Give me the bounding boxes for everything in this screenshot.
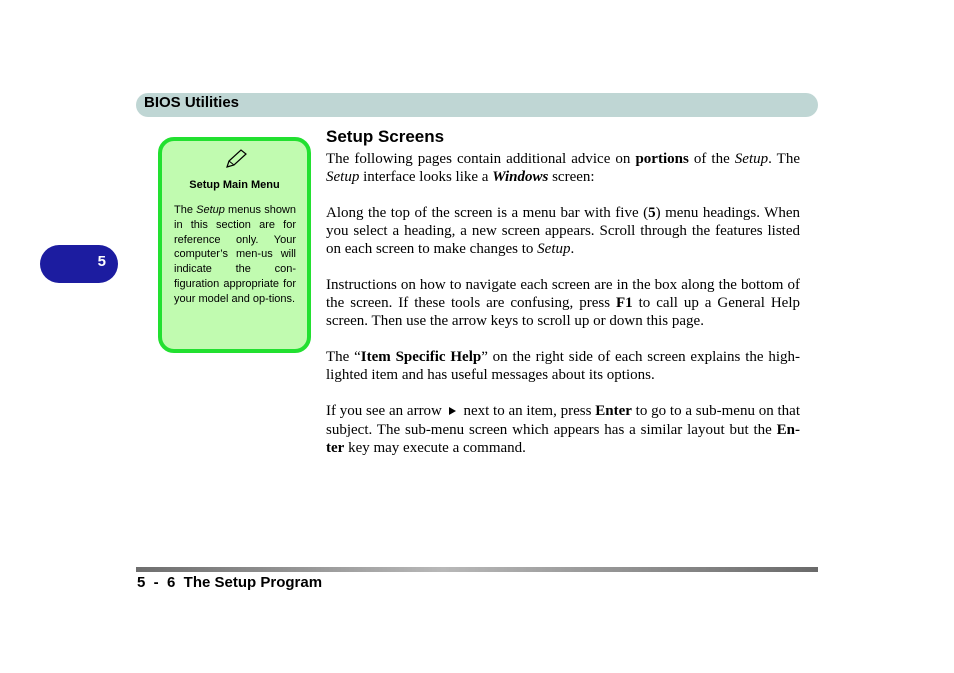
right-triangle-icon (448, 403, 457, 421)
pencil-icon (224, 148, 248, 175)
note-text: The Setup menus shown in this section are for reference only. Your computer’s men-us will indicate the con-figuration appropriate for your model and op-tions. (174, 204, 296, 305)
footer-rule (136, 567, 818, 572)
paragraph-navigation: Instructions on how to navigate each screen are in the box along the bottom of the screen. If these tools are confusing, press F1 to call up a General Help screen. Then use the arrow keys to scroll up or down this page. (326, 277, 800, 329)
header-bar (136, 93, 818, 117)
paragraph-item-help: The “Item Specific Help” on the right side of each screen explains the high-lighted item and has useful messages about its options. (326, 349, 800, 383)
paragraph-menu-bar: Along the top of the screen is a menu bar with five (5) menu headings. When you select a heading, a new screen appears. Scroll through the features listed on each screen to make changes to Setup. (326, 205, 800, 257)
chapter-tab (40, 245, 118, 283)
section-title: Setup Screens (326, 127, 445, 146)
note-box (158, 137, 311, 353)
chapter-number: 5 (97, 253, 106, 270)
note-title: Setup Main Menu (189, 179, 280, 191)
header-title: BIOS Utilities (144, 94, 240, 111)
main-content (326, 127, 800, 475)
paragraph-submenu: If you see an arrow next to an item, press Enter to go to a sub-menu on that subject. The sub-menu screen which appears has a similar layout but the En-ter key may execute a command. (326, 403, 800, 456)
paragraph-intro: The following pages contain additional advice on portions of the Setup. The Setup interface looks like a Windows screen: (326, 151, 800, 185)
footer-page-label: 5 - 6 The Setup Program (137, 574, 323, 591)
